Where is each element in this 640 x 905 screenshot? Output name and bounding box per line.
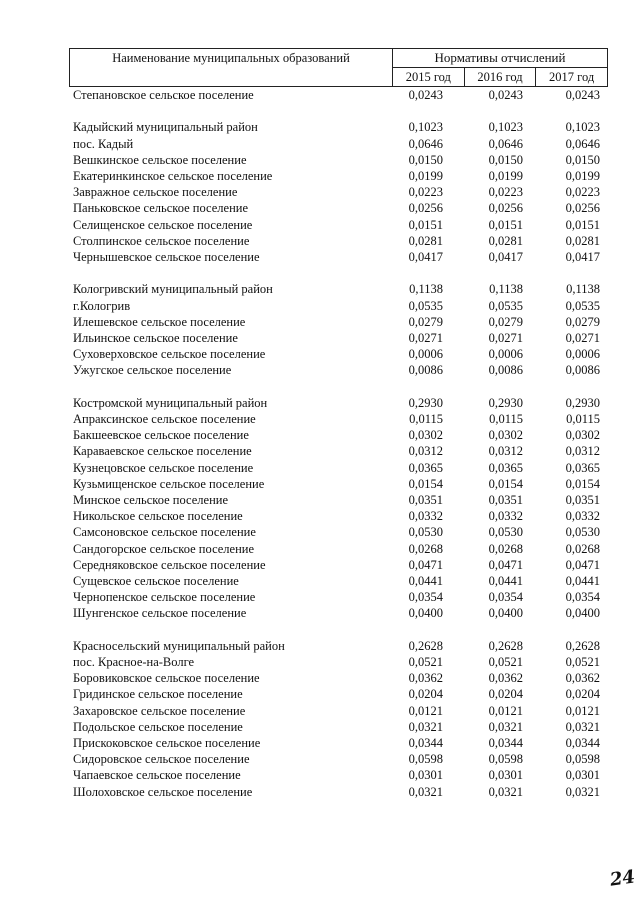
norm-value-2016: 0,0301 — [488, 768, 523, 782]
norm-value-2015: 0,0086 — [408, 363, 443, 377]
table-row — [0, 233, 640, 249]
table-row — [0, 703, 640, 719]
norm-value-2016: 0,0302 — [488, 428, 523, 442]
municipality-name: Шолоховское сельское поселение — [73, 785, 253, 799]
municipality-name: г.Кологрив — [73, 299, 131, 313]
municipality-name: Кадыйский муниципальный район — [73, 120, 258, 134]
norm-value-2017: 0,0204 — [565, 687, 600, 701]
norm-value-2017: 0,0268 — [565, 542, 600, 556]
table-row — [0, 217, 640, 233]
norm-value-2017: 0,0321 — [565, 720, 600, 734]
norm-value-2015: 0,1138 — [409, 282, 443, 296]
norm-value-2015: 0,0344 — [408, 736, 443, 750]
table-row — [0, 460, 640, 476]
table-row — [0, 168, 640, 184]
norm-value-2016: 0,0086 — [488, 363, 523, 377]
norm-value-2015: 0,0530 — [408, 525, 443, 539]
table-row — [0, 508, 640, 524]
table-row — [0, 573, 640, 589]
norm-value-2017: 0,0351 — [565, 493, 600, 507]
table-row — [0, 136, 640, 152]
norm-value-2016: 0,1138 — [489, 282, 523, 296]
norm-value-2017: 0,0223 — [565, 185, 600, 199]
municipality-name: Ильинское сельское поселение — [73, 331, 238, 345]
municipality-name: Чапаевское сельское поселение — [73, 768, 241, 782]
norm-value-2016: 0,0598 — [488, 752, 523, 766]
norm-value-2015: 0,0121 — [408, 704, 443, 718]
norm-value-2016: 0,0006 — [488, 347, 523, 361]
norm-value-2017: 0,0302 — [565, 428, 600, 442]
municipality-name: Чернопенское сельское поселение — [73, 590, 256, 604]
norm-value-2017: 0,2930 — [565, 396, 600, 410]
municipality-name: Кузьмищенское сельское поселение — [73, 477, 265, 491]
norm-value-2016: 0,0646 — [488, 137, 523, 151]
norm-value-2017: 0,0256 — [565, 201, 600, 215]
municipality-name: Караваевское сельское поселение — [73, 444, 252, 458]
norm-value-2015: 0,0223 — [408, 185, 443, 199]
table-row — [0, 476, 640, 492]
table-row — [0, 638, 640, 654]
table-row — [0, 654, 640, 670]
norm-value-2016: 0,0351 — [488, 493, 523, 507]
norm-value-2015: 0,0321 — [408, 785, 443, 799]
norm-value-2016: 0,0154 — [488, 477, 523, 491]
municipality-name: Шунгенское сельское поселение — [73, 606, 247, 620]
norm-value-2016: 0,2930 — [488, 396, 523, 410]
table-row — [0, 589, 640, 605]
norm-value-2015: 0,0150 — [408, 153, 443, 167]
norm-value-2017: 0,0362 — [565, 671, 600, 685]
table-row — [0, 87, 640, 103]
norm-value-2015: 0,0204 — [408, 687, 443, 701]
norm-value-2015: 0,0154 — [408, 477, 443, 491]
norm-value-2016: 0,0256 — [488, 201, 523, 215]
norm-value-2015: 0,0115 — [409, 412, 443, 426]
norm-value-2017: 0,0535 — [565, 299, 600, 313]
norm-value-2017: 0,0312 — [565, 444, 600, 458]
municipality-name: Илешевское сельское поселение — [73, 315, 246, 329]
norm-value-2016: 0,0441 — [488, 574, 523, 588]
norm-value-2016: 0,0400 — [488, 606, 523, 620]
norm-value-2017: 0,0243 — [565, 88, 600, 102]
municipality-name: Кузнецовское сельское поселение — [73, 461, 254, 475]
norm-value-2015: 0,0646 — [408, 137, 443, 151]
table-row — [0, 281, 640, 297]
norm-value-2017: 0,0365 — [565, 461, 600, 475]
table-row — [0, 605, 640, 621]
norm-value-2017: 0,0121 — [565, 704, 600, 718]
table-row — [0, 492, 640, 508]
norm-value-2015: 0,0151 — [408, 218, 443, 232]
norm-value-2015: 0,0301 — [408, 768, 443, 782]
municipality-name: Вешкинское сельское поселение — [73, 153, 247, 167]
norm-value-2016: 0,2628 — [488, 639, 523, 653]
norm-value-2016: 0,0204 — [488, 687, 523, 701]
municipality-name: Столпинское сельское поселение — [73, 234, 250, 248]
municipality-name: Степановское сельское поселение — [73, 88, 254, 102]
table-row — [0, 557, 640, 573]
norm-value-2017: 0,0598 — [565, 752, 600, 766]
norm-value-2015: 0,0332 — [408, 509, 443, 523]
municipality-name: Самсоновское сельское поселение — [73, 525, 256, 539]
norm-value-2017: 0,0321 — [565, 785, 600, 799]
norm-value-2015: 0,0302 — [408, 428, 443, 442]
norm-value-2016: 0,0150 — [488, 153, 523, 167]
norm-value-2015: 0,1023 — [408, 120, 443, 134]
norm-value-2015: 0,0006 — [408, 347, 443, 361]
municipality-name: Боровиковское сельское поселение — [73, 671, 260, 685]
norm-value-2015: 0,0268 — [408, 542, 443, 556]
norm-value-2015: 0,0279 — [408, 315, 443, 329]
municipality-name: Подольское сельское поселение — [73, 720, 243, 734]
norm-value-2015: 0,0354 — [408, 590, 443, 604]
norm-value-2017: 0,1023 — [565, 120, 600, 134]
norm-value-2017: 0,0281 — [565, 234, 600, 248]
norm-value-2015: 0,0321 — [408, 720, 443, 734]
norm-value-2015: 0,0417 — [408, 250, 443, 264]
table-row — [0, 314, 640, 330]
norm-value-2016: 0,0530 — [488, 525, 523, 539]
norm-value-2016: 0,0344 — [488, 736, 523, 750]
municipality-name: Суховерховское сельское поселение — [73, 347, 266, 361]
municipality-name: Середняковское сельское поселение — [73, 558, 266, 572]
norm-value-2015: 0,0400 — [408, 606, 443, 620]
municipality-name: Сущевское сельское поселение — [73, 574, 239, 588]
norm-value-2017: 0,0154 — [565, 477, 600, 491]
table-row — [0, 427, 640, 443]
header-name-column: Наименование муниципальных образований — [70, 49, 393, 87]
norm-value-2016: 0,0521 — [488, 655, 523, 669]
norm-value-2015: 0,0243 — [408, 88, 443, 102]
norm-value-2016: 0,0199 — [488, 169, 523, 183]
norm-value-2016: 0,0321 — [488, 785, 523, 799]
norm-value-2017: 0,0400 — [565, 606, 600, 620]
norm-value-2017: 0,0332 — [565, 509, 600, 523]
norm-value-2017: 0,0279 — [565, 315, 600, 329]
table-row — [0, 767, 640, 783]
norm-value-2016: 0,0312 — [488, 444, 523, 458]
table-row — [0, 670, 640, 686]
norm-value-2017: 0,0151 — [565, 218, 600, 232]
norm-value-2015: 0,0312 — [408, 444, 443, 458]
header-year-2015: 2015 год — [393, 68, 465, 87]
norm-value-2016: 0,0471 — [488, 558, 523, 572]
norm-value-2017: 0,0417 — [565, 250, 600, 264]
municipality-name: пос. Красное-на-Волге — [73, 655, 195, 669]
header-norms-column: Нормативы отчислений — [393, 49, 608, 68]
norm-value-2017: 0,0301 — [565, 768, 600, 782]
norm-value-2015: 0,0351 — [408, 493, 443, 507]
header-year-2016: 2016 год — [464, 68, 536, 87]
norm-value-2015: 0,0362 — [408, 671, 443, 685]
norm-value-2016: 0,0121 — [488, 704, 523, 718]
norm-value-2016: 0,0151 — [488, 218, 523, 232]
table-row — [0, 541, 640, 557]
table-row — [0, 330, 640, 346]
norm-value-2016: 0,0268 — [488, 542, 523, 556]
municipality-name: Никольское сельское поселение — [73, 509, 243, 523]
norm-value-2016: 0,0362 — [488, 671, 523, 685]
norm-value-2016: 0,0332 — [488, 509, 523, 523]
norm-value-2016: 0,0354 — [488, 590, 523, 604]
norm-value-2016: 0,0223 — [488, 185, 523, 199]
norm-value-2017: 0,0271 — [565, 331, 600, 345]
norm-value-2016: 0,0243 — [488, 88, 523, 102]
norm-value-2015: 0,0365 — [408, 461, 443, 475]
norm-value-2015: 0,2628 — [408, 639, 443, 653]
municipality-name: Гридинское сельское поселение — [73, 687, 243, 701]
municipality-name: Захаровское сельское поселение — [73, 704, 246, 718]
norm-value-2016: 0,0365 — [488, 461, 523, 475]
table-row — [0, 735, 640, 751]
table-row — [0, 152, 640, 168]
norm-value-2017: 0,0006 — [565, 347, 600, 361]
norm-value-2015: 0,0271 — [408, 331, 443, 345]
table-row — [0, 751, 640, 767]
municipality-name: Кологривский муниципальный район — [73, 282, 273, 296]
norm-value-2016: 0,0279 — [488, 315, 523, 329]
table-row — [0, 411, 640, 427]
table-row — [0, 346, 640, 362]
norm-value-2017: 0,0344 — [565, 736, 600, 750]
table-row — [0, 119, 640, 135]
norm-value-2017: 0,0086 — [565, 363, 600, 377]
table-row — [0, 395, 640, 411]
norm-value-2017: 0,0441 — [565, 574, 600, 588]
municipality-name: Минское сельское поселение — [73, 493, 229, 507]
norm-value-2015: 0,0598 — [408, 752, 443, 766]
municipality-name: Селищенское сельское поселение — [73, 218, 253, 232]
norm-value-2017: 0,0521 — [565, 655, 600, 669]
table-row — [0, 249, 640, 265]
municipality-name: Апраксинское сельское поселение — [73, 412, 256, 426]
municipality-name: пос. Кадый — [73, 137, 134, 151]
municipality-name: Сандогорское сельское поселение — [73, 542, 255, 556]
municipality-name: Чернышевское сельское поселение — [73, 250, 260, 264]
table-row — [0, 298, 640, 314]
municipality-name: Паньковское сельское поселение — [73, 201, 249, 215]
norm-value-2015: 0,0281 — [408, 234, 443, 248]
municipality-name: Завражное сельское поселение — [73, 185, 238, 199]
norm-value-2015: 0,0471 — [408, 558, 443, 572]
norm-value-2016: 0,0115 — [489, 412, 523, 426]
norm-value-2017: 0,0530 — [565, 525, 600, 539]
norm-value-2016: 0,0417 — [488, 250, 523, 264]
norm-value-2017: 0,0471 — [565, 558, 600, 572]
norm-value-2015: 0,0256 — [408, 201, 443, 215]
norm-value-2017: 0,0199 — [565, 169, 600, 183]
norm-value-2016: 0,1023 — [488, 120, 523, 134]
table-row — [0, 362, 640, 378]
norm-value-2017: 0,0150 — [565, 153, 600, 167]
norm-value-2015: 0,0535 — [408, 299, 443, 313]
page-number: 24 — [608, 866, 637, 891]
table-row — [0, 184, 640, 200]
municipality-name: Красносельский муниципальный район — [73, 639, 285, 653]
norm-value-2016: 0,0321 — [488, 720, 523, 734]
municipality-name: Сидоровское сельское поселение — [73, 752, 250, 766]
table-row — [0, 200, 640, 216]
norm-value-2015: 0,0199 — [408, 169, 443, 183]
norm-value-2017: 0,0646 — [565, 137, 600, 151]
norm-value-2016: 0,0535 — [488, 299, 523, 313]
municipality-name: Костромской муниципальный район — [73, 396, 268, 410]
norm-value-2017: 0,0354 — [565, 590, 600, 604]
table-row — [0, 686, 640, 702]
municipality-name: Екатеринкинское сельское поселение — [73, 169, 273, 183]
norm-value-2015: 0,0441 — [408, 574, 443, 588]
table-row — [0, 784, 640, 800]
table-row — [0, 443, 640, 459]
norm-value-2017: 0,0115 — [566, 412, 600, 426]
norm-value-2015: 0,0521 — [408, 655, 443, 669]
norm-value-2015: 0,2930 — [408, 396, 443, 410]
norm-value-2017: 0,2628 — [565, 639, 600, 653]
municipality-name: Бакшеевское сельское поселение — [73, 428, 249, 442]
norm-value-2016: 0,0271 — [488, 331, 523, 345]
norm-value-2017: 0,1138 — [566, 282, 600, 296]
table-row — [0, 719, 640, 735]
header-year-2017: 2017 год — [536, 68, 608, 87]
municipality-name: Ужугское сельское поселение — [73, 363, 232, 377]
norm-value-2016: 0,0281 — [488, 234, 523, 248]
table-row — [0, 524, 640, 540]
municipality-name: Прискоковское сельское поселение — [73, 736, 261, 750]
